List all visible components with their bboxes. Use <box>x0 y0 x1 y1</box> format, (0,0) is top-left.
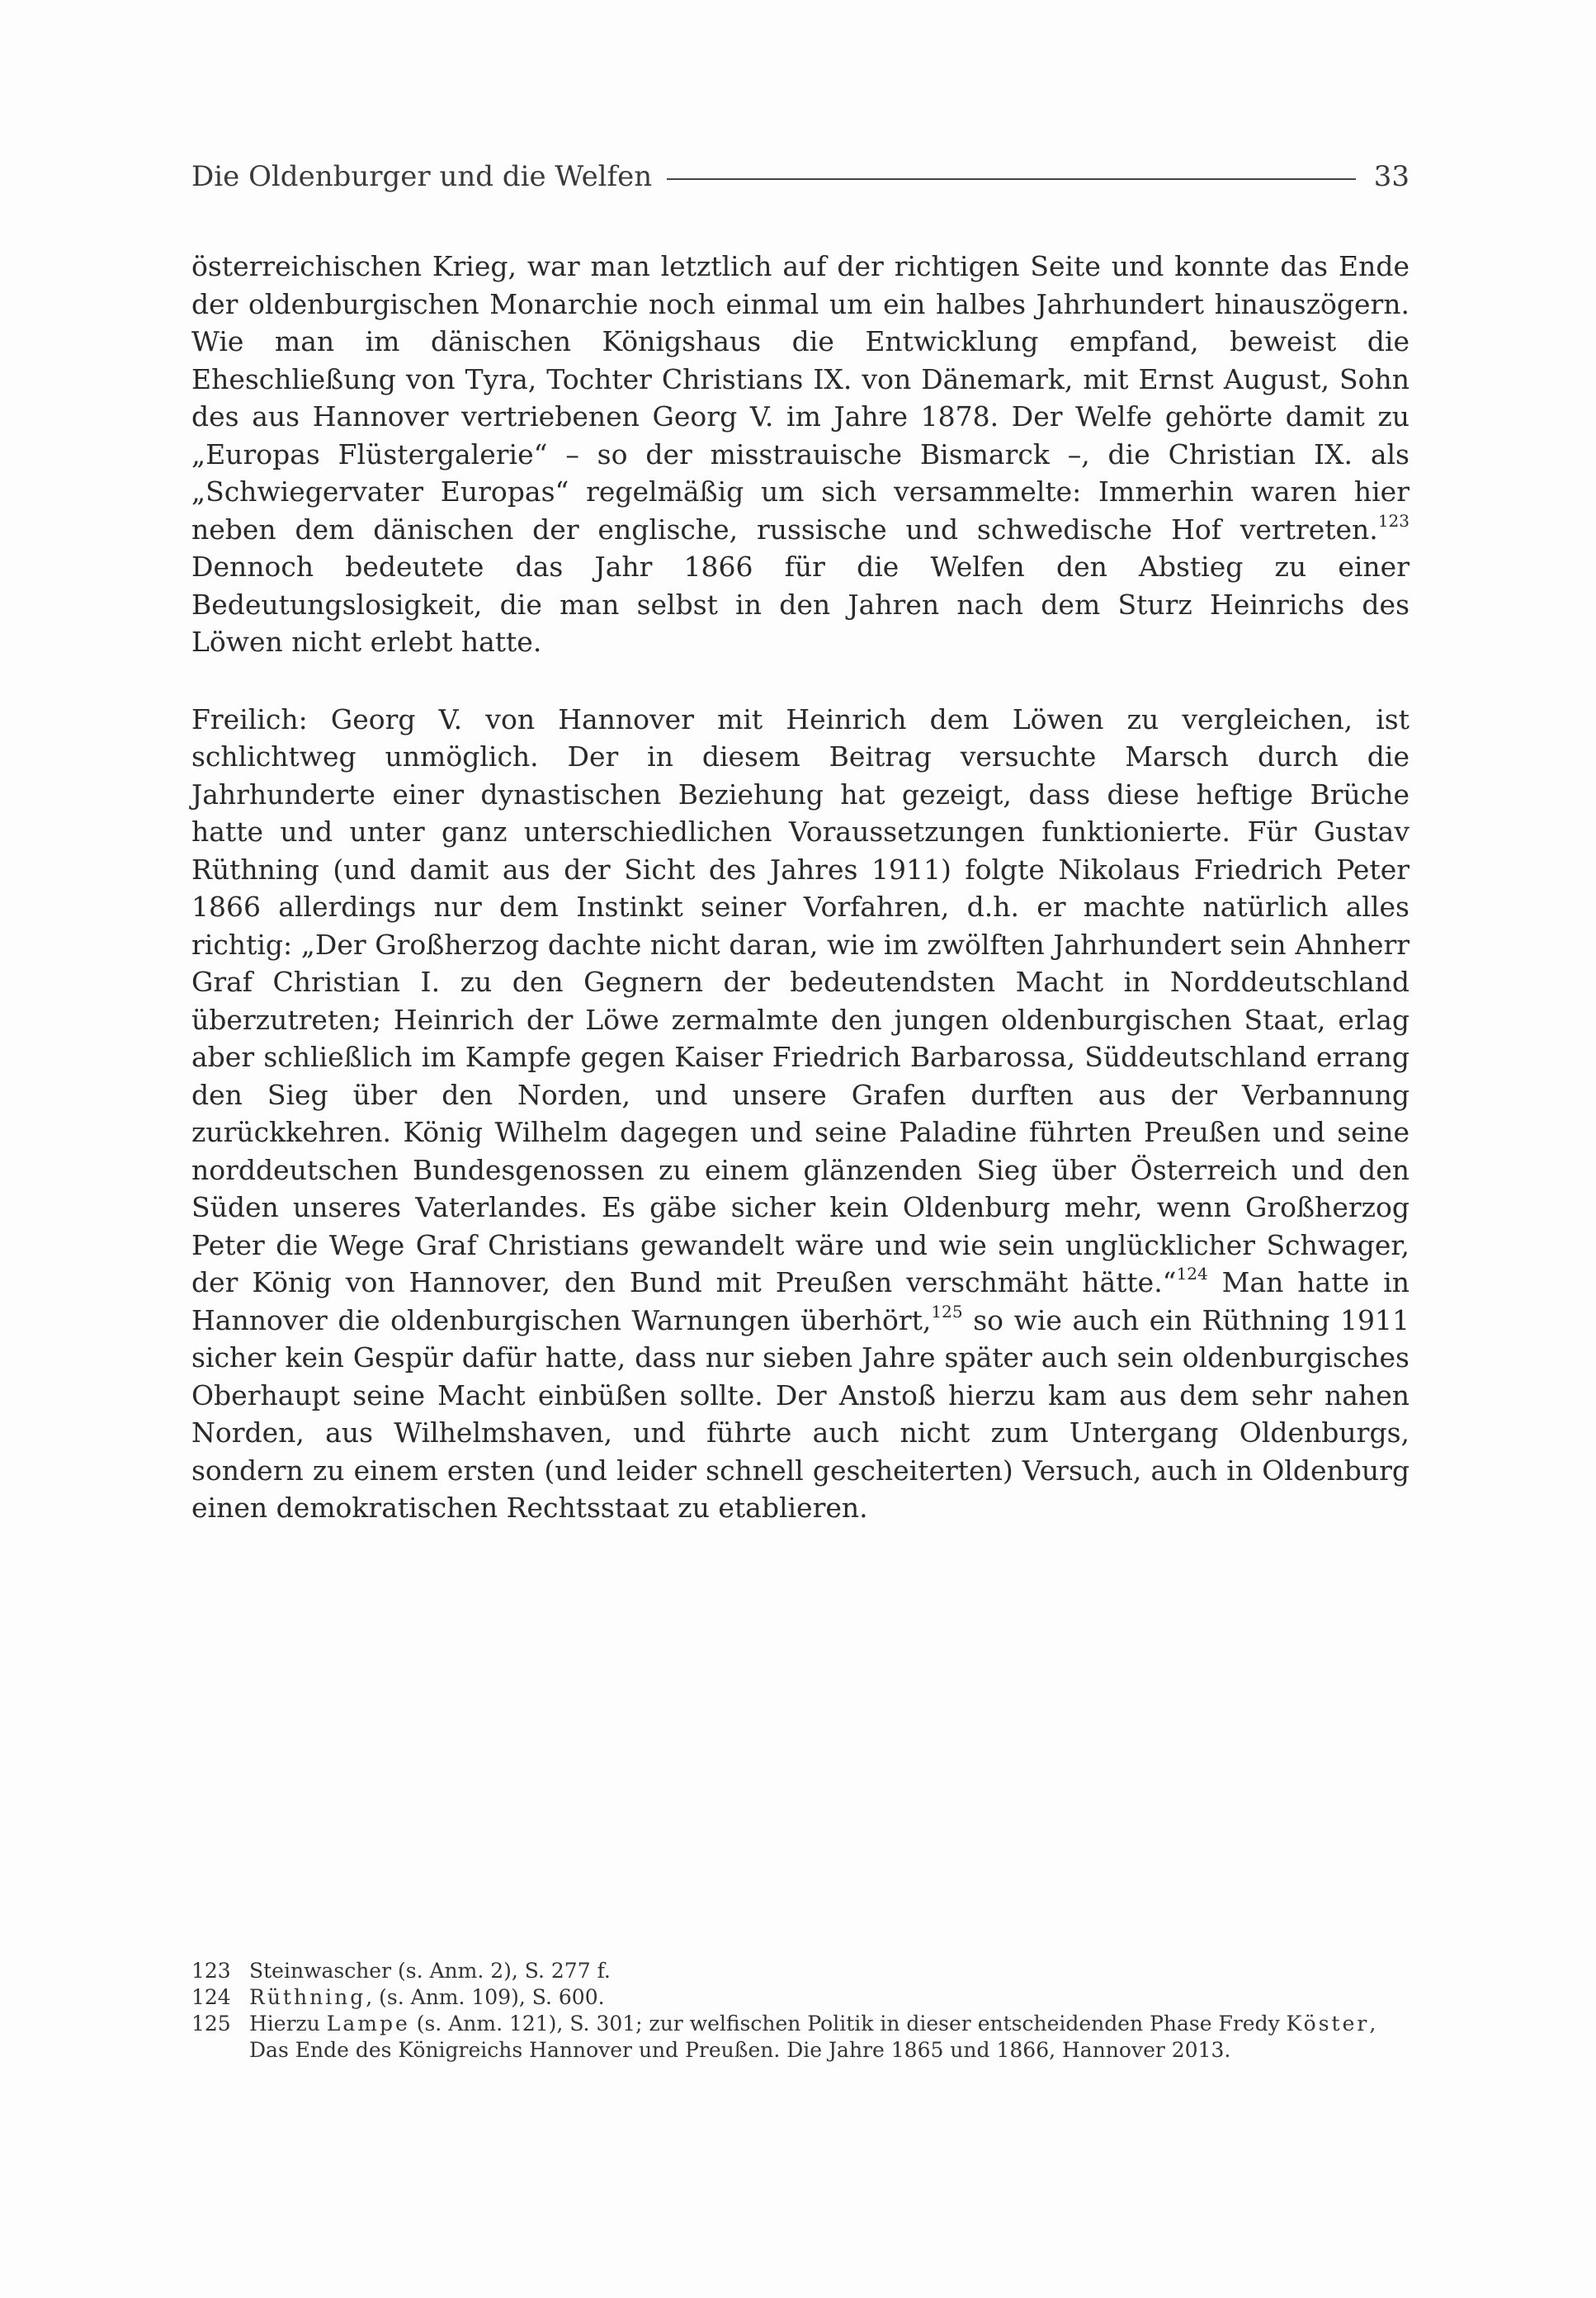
page-number: 33 <box>1373 160 1409 193</box>
footnotes <box>191 1958 1409 2064</box>
footnote-number: 124 <box>191 1985 231 2009</box>
footnote-segment: , (s. Anm. 109), S. 600. <box>366 1985 605 2009</box>
footnote-marker: 123 <box>1377 510 1409 531</box>
running-header <box>191 158 1409 195</box>
body-text <box>191 248 1409 1527</box>
footnote <box>191 1984 1409 2011</box>
paragraph-text: Freilich: Georg V. von Hannover mit Heinrich dem Löwen zu vergleichen, ist schlichtweg unmöglich. Der in diesem Beitrag versuchte Marsch durch die Jahrhunderte einer dynastischen Beziehung hat gezeigt, dass diese heftige Brüche hatte und unter ganz unterschiedlichen Voraussetzungen funktionierte. Für Gustav Rüthning (und damit aus der Sicht des Jahres 1911) folgte Nikolaus Friedrich Peter 1866 allerdings nur dem Instinkt seiner Vorfahren, d.h. er machte natürlich alles richtig: „Der Großherzog dachte nicht daran, wie im zwölften Jahrhundert sein Ahnherr Graf Christian I. zu den Gegnern der bedeutendsten Macht in Norddeutschland überzutreten; Heinrich der Löwe zermalmte den jungen oldenburgischen Staat, erlag aber schließlich im Kampfe gegen Kaiser Friedrich Barbarossa, Süddeutschland errang den Sieg über den Norden, und unsere Grafen durften aus der Verbannung zurückkehren. König Wilhelm dagegen und seine Paladine führten Preußen und seine norddeutschen Bundesgenossen zu einem glänzenden Sieg über Österreich und den Süden unseres Vaterlandes. Es gäbe sicher kein Oldenburg mehr, wenn Großherzog Peter die Wege Graf Christians gewandelt wäre und wie sein unglücklicher Schwager, der König von Hannover, den Bund mit Preußen verschmäht hätte.“ <box>191 702 1409 1298</box>
footnote-segment: Hierzu <box>249 2012 327 2036</box>
header-rule <box>667 178 1356 180</box>
footnote-segment: , Das Ende des Königreichs Hannover und Preußen. Die Jahre 1865 und 1866, Hannover 2013. <box>249 2012 1376 2062</box>
footnote-marker: 125 <box>931 1301 963 1322</box>
footnote-number: 125 <box>191 2012 231 2036</box>
paragraph <box>191 701 1409 1527</box>
header-title: Die Oldenburger und die Welfen <box>191 160 653 193</box>
footnote-segment: (s. Anm. 121), S. 301; zur welfischen Politik in dieser entscheidenden Phase Fredy <box>409 2012 1287 2036</box>
paragraph-text: Dennoch bedeutete das Jahr 1866 für die Welfen den Abstieg zu einer Bedeutungslosigkeit, die man selbst in den Jahren nach dem Sturz Heinrichs des Löwen nicht erlebt hatte. <box>191 551 1409 658</box>
paragraph <box>191 248 1409 661</box>
author-name: Köster <box>1286 2012 1370 2036</box>
paragraph-text: so wie auch ein Rüthning 1911 sicher kein Gespür dafür hatte, dass nur sieben Jahre später auch sein oldenburgisches Oberhaupt seine Macht einbüßen sollte. Der Anstoß hierzu kam aus dem sehr nahen Norden, aus Wilhelmshaven, und führte auch nicht zum Untergang Oldenburgs, sondern zu einem ersten (und leider schnell gescheiterten) Versuch, auch in Oldenburg einen demokratischen Rechtsstaat zu etablieren. <box>191 1303 1409 1524</box>
footnote-number: 123 <box>191 1959 231 1983</box>
author-name: Rüthning <box>249 1985 366 2009</box>
author-name: Lampe <box>326 2012 410 2036</box>
footnote-segment: Steinwascher (s. Anm. 2), S. 277 f. <box>249 1959 611 1983</box>
paragraph-text: österreichischen Krieg, war man letztlich auf der richtigen Seite und konnte das Ende der oldenburgischen Monarchie noch einmal um ein halbes Jahrhundert hinauszögern. Wie man im dänischen Königshaus die Entwicklung empfand, beweist die Eheschließung von Tyra, Tochter Christians IX. von Dänemark, mit Ernst August, Sohn des aus Hannover vertriebenen Georg V. im Jahre 1878. Der Welfe gehörte damit zu „Europas Flüstergalerie“ – so der misstrauische Bismarck –, die Christian IX. als „Schwiegervater Europas“ regelmäßig um sich versammelte: Immerhin waren hier neben dem dänischen der englische, russische und schwedische Hof vertreten. <box>191 250 1409 546</box>
footnote <box>191 1958 1409 1984</box>
footnote-marker: 124 <box>1176 1264 1208 1284</box>
footnote-text <box>249 1984 1409 2011</box>
paragraph-text: Man hatte in Hannover die oldenburgischen Warnungen überhört, <box>191 1266 1409 1336</box>
footnote-text <box>249 2011 1409 2064</box>
footnote <box>191 2011 1409 2064</box>
footnote-text <box>249 1958 1409 1984</box>
